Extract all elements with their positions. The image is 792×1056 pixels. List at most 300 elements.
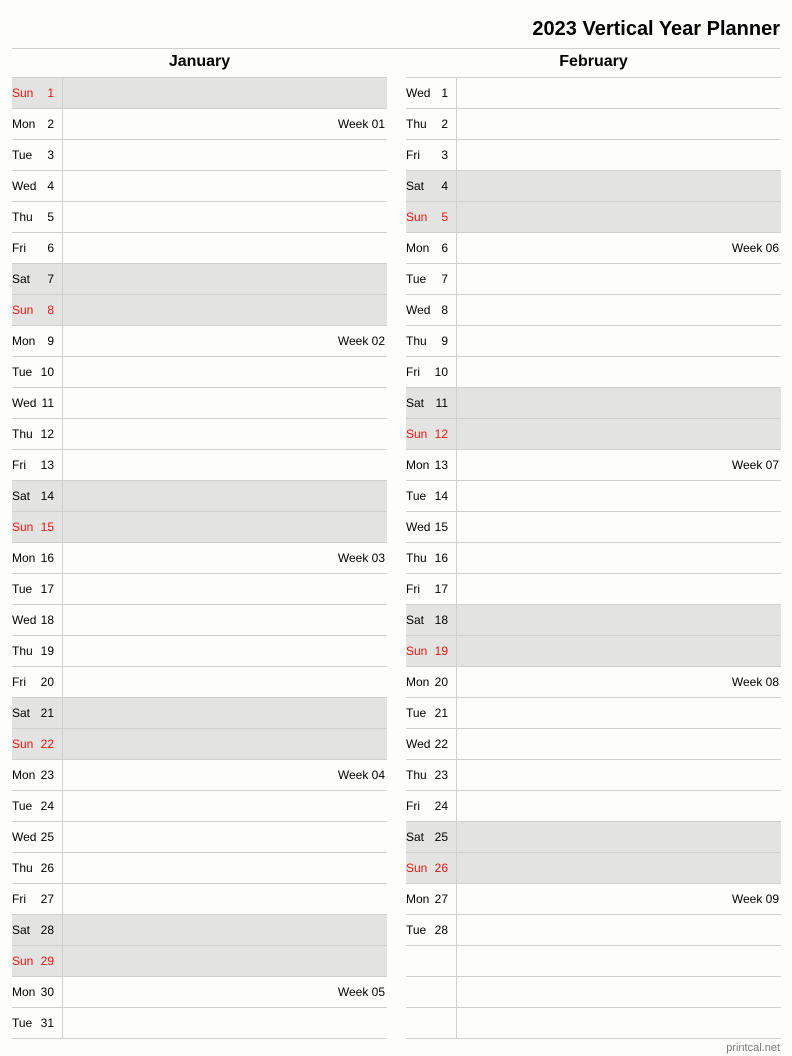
day-label bbox=[406, 419, 456, 449]
day-of-week: Sat bbox=[406, 830, 425, 844]
day-row bbox=[406, 698, 781, 729]
day-row bbox=[406, 543, 781, 574]
day-row bbox=[406, 729, 781, 760]
day-of-week: Thu bbox=[12, 210, 33, 224]
day-number: 27 bbox=[40, 892, 54, 906]
note-cell[interactable] bbox=[456, 915, 781, 945]
day-row bbox=[406, 605, 781, 636]
note-cell[interactable] bbox=[456, 977, 781, 1007]
note-cell[interactable] bbox=[456, 729, 781, 759]
day-number: 23 bbox=[40, 768, 54, 782]
day-row bbox=[406, 636, 781, 667]
day-of-week: Wed bbox=[12, 613, 37, 627]
day-label bbox=[406, 295, 456, 325]
day-row bbox=[12, 419, 387, 450]
day-label bbox=[406, 946, 456, 976]
day-of-week: Sat bbox=[12, 923, 31, 937]
day-of-week: Sun bbox=[12, 520, 34, 534]
day-label bbox=[406, 388, 456, 418]
day-label bbox=[12, 1008, 62, 1038]
day-row bbox=[406, 760, 781, 791]
day-row bbox=[406, 512, 781, 543]
day-label bbox=[406, 171, 456, 201]
day-label bbox=[12, 977, 62, 1007]
day-of-week: Tue bbox=[12, 365, 33, 379]
day-of-week: Fri bbox=[12, 892, 26, 906]
day-of-week: Wed bbox=[406, 520, 431, 534]
day-label bbox=[12, 171, 62, 201]
day-row bbox=[12, 140, 387, 171]
day-number: 15 bbox=[40, 520, 54, 534]
day-number: 1 bbox=[441, 86, 448, 100]
day-label bbox=[406, 233, 456, 263]
day-of-week: Fri bbox=[406, 148, 420, 162]
day-number: 8 bbox=[441, 303, 448, 317]
week-number: Week 02 bbox=[337, 334, 385, 348]
day-of-week: Sun bbox=[12, 303, 34, 317]
day-label bbox=[12, 946, 62, 976]
day-label bbox=[406, 977, 456, 1007]
day-label bbox=[12, 884, 62, 914]
day-label bbox=[406, 109, 456, 139]
day-label bbox=[406, 884, 456, 914]
day-label bbox=[12, 605, 62, 635]
day-number: 9 bbox=[47, 334, 54, 348]
day-number: 2 bbox=[47, 117, 54, 131]
note-cell[interactable] bbox=[62, 450, 387, 480]
day-row bbox=[406, 388, 781, 419]
note-cell[interactable] bbox=[456, 853, 781, 883]
day-row bbox=[12, 574, 387, 605]
day-label bbox=[12, 543, 62, 573]
day-label bbox=[12, 78, 62, 108]
day-of-week: Tue bbox=[406, 272, 427, 286]
day-of-week: Mon bbox=[406, 458, 430, 472]
day-row bbox=[12, 698, 387, 729]
day-of-week: Fri bbox=[406, 799, 420, 813]
day-label bbox=[12, 326, 62, 356]
day-of-week: Wed bbox=[12, 179, 37, 193]
day-label bbox=[12, 822, 62, 852]
day-number: 25 bbox=[434, 830, 448, 844]
day-row bbox=[12, 791, 387, 822]
day-number: 11 bbox=[435, 396, 448, 410]
day-label bbox=[406, 791, 456, 821]
day-row bbox=[406, 791, 781, 822]
week-number: Week 05 bbox=[337, 985, 385, 999]
day-number: 10 bbox=[40, 365, 54, 379]
note-cell[interactable] bbox=[62, 791, 387, 821]
day-row bbox=[12, 729, 387, 760]
day-number: 29 bbox=[40, 954, 54, 968]
day-number: 5 bbox=[47, 210, 54, 224]
day-number: 18 bbox=[434, 613, 448, 627]
day-row bbox=[12, 822, 387, 853]
day-number: 27 bbox=[434, 892, 448, 906]
note-cell[interactable] bbox=[62, 202, 387, 232]
day-row bbox=[406, 140, 781, 171]
day-row bbox=[406, 915, 781, 946]
note-cell[interactable] bbox=[62, 605, 387, 635]
day-row bbox=[406, 853, 781, 884]
note-cell[interactable] bbox=[456, 512, 781, 542]
note-cell[interactable] bbox=[456, 884, 781, 914]
note-cell[interactable] bbox=[62, 574, 387, 604]
day-label bbox=[12, 450, 62, 480]
note-cell[interactable] bbox=[62, 946, 387, 976]
day-label bbox=[406, 450, 456, 480]
day-of-week: Tue bbox=[12, 582, 33, 596]
day-number: 14 bbox=[434, 489, 448, 503]
day-of-week: Mon bbox=[12, 551, 36, 565]
day-of-week: Fri bbox=[12, 675, 26, 689]
note-cell[interactable] bbox=[456, 388, 781, 418]
note-cell[interactable] bbox=[456, 605, 781, 635]
day-of-week: Tue bbox=[406, 706, 427, 720]
day-row bbox=[406, 667, 781, 698]
day-label bbox=[12, 853, 62, 883]
week-number: Week 08 bbox=[731, 675, 779, 689]
day-row bbox=[406, 202, 781, 233]
week-number: Week 04 bbox=[337, 768, 385, 782]
note-cell[interactable] bbox=[456, 419, 781, 449]
day-row bbox=[12, 171, 387, 202]
empty-row bbox=[406, 946, 781, 977]
day-of-week: Thu bbox=[12, 644, 33, 658]
day-number: 13 bbox=[434, 458, 448, 472]
day-label bbox=[12, 264, 62, 294]
day-number: 11 bbox=[41, 396, 54, 410]
note-cell[interactable] bbox=[62, 233, 387, 263]
day-row bbox=[406, 233, 781, 264]
day-of-week: Sat bbox=[12, 272, 31, 286]
day-label bbox=[12, 667, 62, 697]
month-column-january bbox=[12, 48, 387, 1039]
note-cell[interactable] bbox=[62, 853, 387, 883]
day-of-week: Mon bbox=[12, 768, 36, 782]
day-row bbox=[12, 109, 387, 140]
day-row bbox=[12, 233, 387, 264]
day-label bbox=[406, 140, 456, 170]
note-cell[interactable] bbox=[456, 233, 781, 263]
day-row bbox=[12, 884, 387, 915]
note-cell[interactable] bbox=[456, 667, 781, 697]
day-row bbox=[406, 264, 781, 295]
day-label bbox=[12, 140, 62, 170]
day-number: 15 bbox=[434, 520, 448, 534]
day-of-week: Sun bbox=[12, 86, 34, 100]
day-row bbox=[406, 78, 781, 109]
day-number: 12 bbox=[40, 427, 54, 441]
note-cell[interactable] bbox=[456, 636, 781, 666]
note-cell[interactable] bbox=[62, 543, 387, 573]
day-label bbox=[12, 698, 62, 728]
day-label bbox=[406, 326, 456, 356]
day-label bbox=[12, 481, 62, 511]
day-label bbox=[406, 1008, 456, 1038]
day-of-week: Thu bbox=[406, 551, 427, 565]
day-row bbox=[12, 202, 387, 233]
day-of-week: Mon bbox=[12, 334, 36, 348]
note-cell[interactable] bbox=[456, 109, 781, 139]
day-row bbox=[12, 946, 387, 977]
day-row bbox=[406, 109, 781, 140]
day-label bbox=[406, 78, 456, 108]
day-number: 10 bbox=[434, 365, 448, 379]
day-label bbox=[12, 233, 62, 263]
day-row bbox=[406, 574, 781, 605]
day-row bbox=[12, 853, 387, 884]
note-cell[interactable] bbox=[456, 1008, 781, 1038]
day-rows bbox=[406, 78, 781, 1039]
day-row bbox=[12, 450, 387, 481]
footer-credit: printcal.net bbox=[726, 1042, 780, 1054]
day-label bbox=[12, 419, 62, 449]
day-number: 17 bbox=[40, 582, 54, 596]
day-of-week: Sat bbox=[12, 489, 31, 503]
day-row bbox=[12, 636, 387, 667]
day-row bbox=[406, 419, 781, 450]
day-number: 21 bbox=[434, 706, 448, 720]
day-number: 24 bbox=[40, 799, 54, 813]
day-label bbox=[12, 791, 62, 821]
day-label bbox=[406, 667, 456, 697]
day-label bbox=[12, 512, 62, 542]
note-cell[interactable] bbox=[62, 388, 387, 418]
day-number: 18 bbox=[40, 613, 54, 627]
day-row bbox=[12, 605, 387, 636]
day-number: 21 bbox=[40, 706, 54, 720]
note-cell[interactable] bbox=[62, 326, 387, 356]
day-label bbox=[12, 574, 62, 604]
day-number: 19 bbox=[40, 644, 54, 658]
day-of-week: Wed bbox=[406, 303, 431, 317]
day-number: 3 bbox=[47, 148, 54, 162]
day-number: 16 bbox=[40, 551, 54, 565]
week-number: Week 03 bbox=[337, 551, 385, 565]
day-number: 30 bbox=[40, 985, 54, 999]
day-of-week: Mon bbox=[406, 892, 430, 906]
note-cell[interactable] bbox=[456, 760, 781, 790]
note-cell[interactable] bbox=[456, 791, 781, 821]
day-label bbox=[12, 202, 62, 232]
note-cell[interactable] bbox=[62, 512, 387, 542]
note-cell[interactable] bbox=[456, 140, 781, 170]
day-row bbox=[12, 295, 387, 326]
day-label bbox=[406, 357, 456, 387]
day-row bbox=[12, 915, 387, 946]
day-of-week: Fri bbox=[406, 582, 420, 596]
day-of-week: Wed bbox=[406, 86, 431, 100]
day-row bbox=[12, 388, 387, 419]
day-label bbox=[406, 605, 456, 635]
day-label bbox=[406, 636, 456, 666]
day-number: 12 bbox=[434, 427, 448, 441]
note-cell[interactable] bbox=[62, 481, 387, 511]
note-cell[interactable] bbox=[62, 915, 387, 945]
day-of-week: Thu bbox=[12, 427, 33, 441]
note-cell[interactable] bbox=[456, 946, 781, 976]
week-number: Week 09 bbox=[731, 892, 779, 906]
day-row bbox=[12, 264, 387, 295]
day-row bbox=[406, 326, 781, 357]
day-of-week: Wed bbox=[406, 737, 431, 751]
day-number: 28 bbox=[40, 923, 54, 937]
note-cell[interactable] bbox=[62, 109, 387, 139]
day-row bbox=[12, 760, 387, 791]
day-row bbox=[12, 326, 387, 357]
day-number: 8 bbox=[47, 303, 54, 317]
day-row bbox=[406, 295, 781, 326]
note-cell[interactable] bbox=[456, 171, 781, 201]
day-number: 26 bbox=[40, 861, 54, 875]
note-cell[interactable] bbox=[62, 78, 387, 108]
day-of-week: Sat bbox=[406, 179, 425, 193]
day-of-week: Tue bbox=[12, 1016, 33, 1030]
day-number: 28 bbox=[434, 923, 448, 937]
day-of-week: Tue bbox=[406, 489, 427, 503]
note-cell[interactable] bbox=[456, 543, 781, 573]
note-cell[interactable] bbox=[62, 884, 387, 914]
note-cell[interactable] bbox=[456, 295, 781, 325]
day-label bbox=[406, 512, 456, 542]
empty-row bbox=[406, 1008, 781, 1039]
day-label bbox=[12, 295, 62, 325]
day-row bbox=[406, 171, 781, 202]
empty-row bbox=[406, 977, 781, 1008]
note-cell[interactable] bbox=[456, 822, 781, 852]
day-row bbox=[12, 512, 387, 543]
note-cell[interactable] bbox=[456, 264, 781, 294]
day-number: 25 bbox=[40, 830, 54, 844]
day-row bbox=[12, 78, 387, 109]
day-number: 7 bbox=[47, 272, 54, 286]
day-label bbox=[406, 481, 456, 511]
day-label bbox=[406, 574, 456, 604]
day-number: 13 bbox=[40, 458, 54, 472]
day-number: 4 bbox=[441, 179, 448, 193]
week-number: Week 07 bbox=[731, 458, 779, 472]
day-of-week: Tue bbox=[406, 923, 427, 937]
day-row bbox=[406, 450, 781, 481]
day-number: 14 bbox=[40, 489, 54, 503]
note-cell[interactable] bbox=[456, 698, 781, 728]
note-cell[interactable] bbox=[456, 326, 781, 356]
day-of-week: Sat bbox=[406, 613, 425, 627]
note-cell[interactable] bbox=[62, 357, 387, 387]
day-of-week: Sun bbox=[406, 644, 428, 658]
note-cell[interactable] bbox=[62, 171, 387, 201]
day-label bbox=[12, 915, 62, 945]
day-of-week: Mon bbox=[12, 117, 36, 131]
day-number: 16 bbox=[434, 551, 448, 565]
day-label bbox=[406, 760, 456, 790]
day-row bbox=[12, 481, 387, 512]
day-row bbox=[12, 977, 387, 1008]
note-cell[interactable] bbox=[62, 667, 387, 697]
note-cell[interactable] bbox=[62, 1008, 387, 1038]
day-number: 6 bbox=[47, 241, 54, 255]
note-cell[interactable] bbox=[456, 574, 781, 604]
note-cell[interactable] bbox=[456, 357, 781, 387]
note-cell[interactable] bbox=[456, 202, 781, 232]
day-label bbox=[406, 264, 456, 294]
note-cell[interactable] bbox=[62, 140, 387, 170]
week-number: Week 06 bbox=[731, 241, 779, 255]
day-label bbox=[12, 109, 62, 139]
day-of-week: Thu bbox=[406, 117, 427, 131]
day-number: 22 bbox=[40, 737, 54, 751]
day-of-week: Wed bbox=[12, 830, 37, 844]
day-of-week: Fri bbox=[12, 241, 26, 255]
note-cell[interactable] bbox=[62, 822, 387, 852]
day-number: 26 bbox=[434, 861, 448, 875]
day-number: 17 bbox=[434, 582, 448, 596]
day-of-week: Mon bbox=[406, 241, 430, 255]
day-label bbox=[406, 729, 456, 759]
note-cell[interactable] bbox=[62, 419, 387, 449]
note-cell[interactable] bbox=[62, 729, 387, 759]
month-name: January bbox=[12, 48, 387, 78]
day-number: 7 bbox=[441, 272, 448, 286]
day-number: 2 bbox=[441, 117, 448, 131]
day-of-week: Sat bbox=[12, 706, 31, 720]
note-cell[interactable] bbox=[62, 760, 387, 790]
day-number: 31 bbox=[40, 1016, 54, 1030]
day-number: 22 bbox=[434, 737, 448, 751]
day-row bbox=[406, 884, 781, 915]
day-label bbox=[12, 357, 62, 387]
week-number: Week 01 bbox=[337, 117, 385, 131]
day-label bbox=[406, 853, 456, 883]
day-of-week: Thu bbox=[406, 334, 427, 348]
day-number: 3 bbox=[441, 148, 448, 162]
note-cell[interactable] bbox=[62, 636, 387, 666]
day-row bbox=[12, 543, 387, 574]
day-label bbox=[12, 729, 62, 759]
day-label bbox=[406, 915, 456, 945]
note-cell[interactable] bbox=[62, 698, 387, 728]
note-cell[interactable] bbox=[456, 481, 781, 511]
day-of-week: Thu bbox=[12, 861, 33, 875]
note-cell[interactable] bbox=[62, 264, 387, 294]
day-number: 1 bbox=[47, 86, 54, 100]
day-number: 23 bbox=[434, 768, 448, 782]
day-row bbox=[406, 357, 781, 388]
day-row bbox=[406, 481, 781, 512]
note-cell[interactable] bbox=[456, 78, 781, 108]
day-row bbox=[12, 357, 387, 388]
day-rows bbox=[12, 78, 387, 1039]
day-of-week: Tue bbox=[12, 799, 33, 813]
day-number: 20 bbox=[40, 675, 54, 689]
day-number: 4 bbox=[47, 179, 54, 193]
day-of-week: Thu bbox=[406, 768, 427, 782]
note-cell[interactable] bbox=[62, 977, 387, 1007]
day-row bbox=[12, 1008, 387, 1039]
day-label bbox=[406, 202, 456, 232]
day-number: 9 bbox=[441, 334, 448, 348]
day-number: 19 bbox=[434, 644, 448, 658]
day-label bbox=[12, 388, 62, 418]
day-of-week: Mon bbox=[12, 985, 36, 999]
page-title: 2023 Vertical Year Planner bbox=[532, 18, 780, 40]
note-cell[interactable] bbox=[456, 450, 781, 480]
day-of-week: Wed bbox=[12, 396, 37, 410]
note-cell[interactable] bbox=[62, 295, 387, 325]
day-of-week: Fri bbox=[12, 458, 26, 472]
day-of-week: Sun bbox=[12, 954, 34, 968]
